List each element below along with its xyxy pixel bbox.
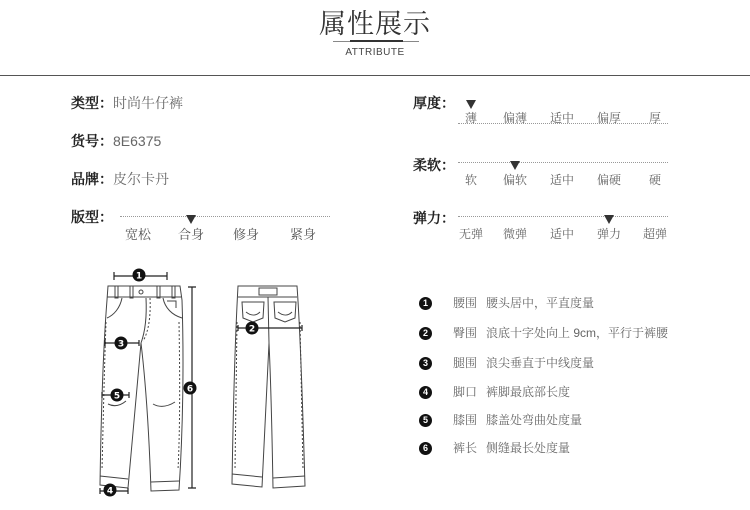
title-underline-accent xyxy=(350,40,403,42)
back-label-patch xyxy=(259,288,277,295)
thickness-option: 薄 xyxy=(464,111,477,125)
back-left-pocket xyxy=(242,302,264,322)
header-divider xyxy=(0,75,750,76)
measure-badge-hip xyxy=(246,322,259,335)
legend-name: 腿围 xyxy=(453,356,478,370)
belt-loop xyxy=(172,286,175,298)
legend-number-badge: 4 xyxy=(419,386,432,399)
info-value-sku: 8E6375 xyxy=(113,133,162,149)
pants-measurement-diagram xyxy=(90,260,320,505)
thickness-option: 适中 xyxy=(549,111,574,125)
softness-label: 柔软： xyxy=(413,157,455,173)
page-title: 属性展示 xyxy=(319,9,431,39)
front-right-side-stitch xyxy=(178,322,180,470)
legend-desc: 浪尖垂直于中线度量 xyxy=(486,356,595,370)
info-label-brand: 品牌： xyxy=(71,171,113,187)
info-row-brand xyxy=(71,169,169,189)
info-value-brand: 皮尔卡丹 xyxy=(113,171,169,187)
legend-desc: 裤脚最底部长度 xyxy=(486,385,571,399)
fit-option: 修身 xyxy=(232,227,259,242)
measure-badge-number: 6 xyxy=(186,384,194,395)
legend-name: 脚口 xyxy=(453,385,478,399)
belt-loop xyxy=(130,286,133,298)
measure-badge-number: 3 xyxy=(117,339,125,350)
info-row-sku xyxy=(71,131,161,151)
elasticity-option: 适中 xyxy=(549,227,574,241)
legend-desc: 侧缝最长处度量 xyxy=(486,441,571,455)
fit-selected-marker xyxy=(186,215,196,224)
info-label-sku: 货号： xyxy=(71,133,113,149)
measure-badge-number: 1 xyxy=(135,271,143,282)
elasticity-selected-marker xyxy=(604,215,614,224)
front-left-pocket xyxy=(107,298,122,318)
legend-desc: 腰头居中，平直度量 xyxy=(486,296,595,310)
elasticity-scale-line xyxy=(458,216,668,217)
belt-loop xyxy=(157,286,160,298)
softness-option: 硬 xyxy=(648,173,661,187)
back-left-pocket-stitch xyxy=(246,312,260,315)
info-row-type xyxy=(71,93,183,113)
back-right-hem xyxy=(273,476,305,478)
elasticity-option: 微弹 xyxy=(502,227,527,241)
elasticity-option: 无弹 xyxy=(458,227,483,241)
thickness-option: 偏厚 xyxy=(596,111,621,125)
front-left-hem xyxy=(100,476,128,479)
thickness-option: 偏薄 xyxy=(502,111,527,125)
fit-option: 合身 xyxy=(177,227,204,242)
info-value-type: 时尚牛仔裤 xyxy=(113,95,183,111)
elasticity-option: 弹力 xyxy=(596,227,621,241)
measure-badge-number: 5 xyxy=(113,391,121,402)
softness-option: 软 xyxy=(464,173,477,187)
front-pants-illustration xyxy=(100,286,183,491)
measure-badge-length xyxy=(184,382,197,395)
thickness-option: 厚 xyxy=(648,111,661,125)
legend-desc: 浪底十字处向上 9cm，平行于裤腰 xyxy=(486,326,669,340)
softness-option: 偏软 xyxy=(502,173,527,187)
legend-name: 腰围 xyxy=(453,296,478,310)
front-fly xyxy=(141,298,146,343)
softness-selected-marker xyxy=(510,161,520,170)
legend-number-badge: 2 xyxy=(419,327,432,340)
measure-badge-waist xyxy=(133,269,146,282)
front-right-hem xyxy=(151,481,179,482)
fit-option: 宽松 xyxy=(124,227,151,242)
front-coin-pocket xyxy=(167,301,176,308)
fit-scale-line xyxy=(120,216,330,217)
front-right-knee-crease xyxy=(153,402,175,406)
page-subtitle: ATTRIBUTE xyxy=(345,47,405,58)
back-pants-illustration xyxy=(232,286,305,488)
measure-badge-knee xyxy=(111,389,124,402)
front-pants-outline xyxy=(100,286,183,491)
elasticity-label: 弹力： xyxy=(413,210,455,226)
legend-desc: 膝盖处弯曲处度量 xyxy=(486,413,583,427)
legend-number-badge: 1 xyxy=(419,297,432,310)
fit-option: 紧身 xyxy=(289,227,316,242)
elasticity-option: 超弹 xyxy=(642,227,667,241)
measure-badge-hem xyxy=(104,484,117,497)
front-left-knee-crease xyxy=(108,401,126,406)
softness-option: 适中 xyxy=(549,173,574,187)
measure-badge-number: 2 xyxy=(248,324,256,335)
thickness-label: 厚度： xyxy=(413,95,455,111)
legend-number-badge: 6 xyxy=(419,442,432,455)
fit-label: 版型： xyxy=(71,209,113,225)
back-center-seam xyxy=(268,297,269,343)
legend-number-badge: 3 xyxy=(419,357,432,370)
legend-name: 膝围 xyxy=(453,413,478,427)
back-left-hem xyxy=(232,474,262,477)
legend-number-badge: 5 xyxy=(419,414,432,427)
info-label-type: 类型： xyxy=(71,95,113,111)
measure-badge-thigh xyxy=(115,337,128,350)
legend-name: 裤长 xyxy=(453,441,478,455)
back-right-pocket-stitch xyxy=(278,312,292,315)
back-right-pocket xyxy=(274,302,296,322)
legend-name: 臀围 xyxy=(453,326,478,340)
waist-button xyxy=(139,290,143,294)
measure-badge-number: 4 xyxy=(106,486,114,497)
softness-scale-line xyxy=(458,162,668,163)
softness-option: 偏硬 xyxy=(596,173,621,187)
belt-loop xyxy=(115,286,118,298)
